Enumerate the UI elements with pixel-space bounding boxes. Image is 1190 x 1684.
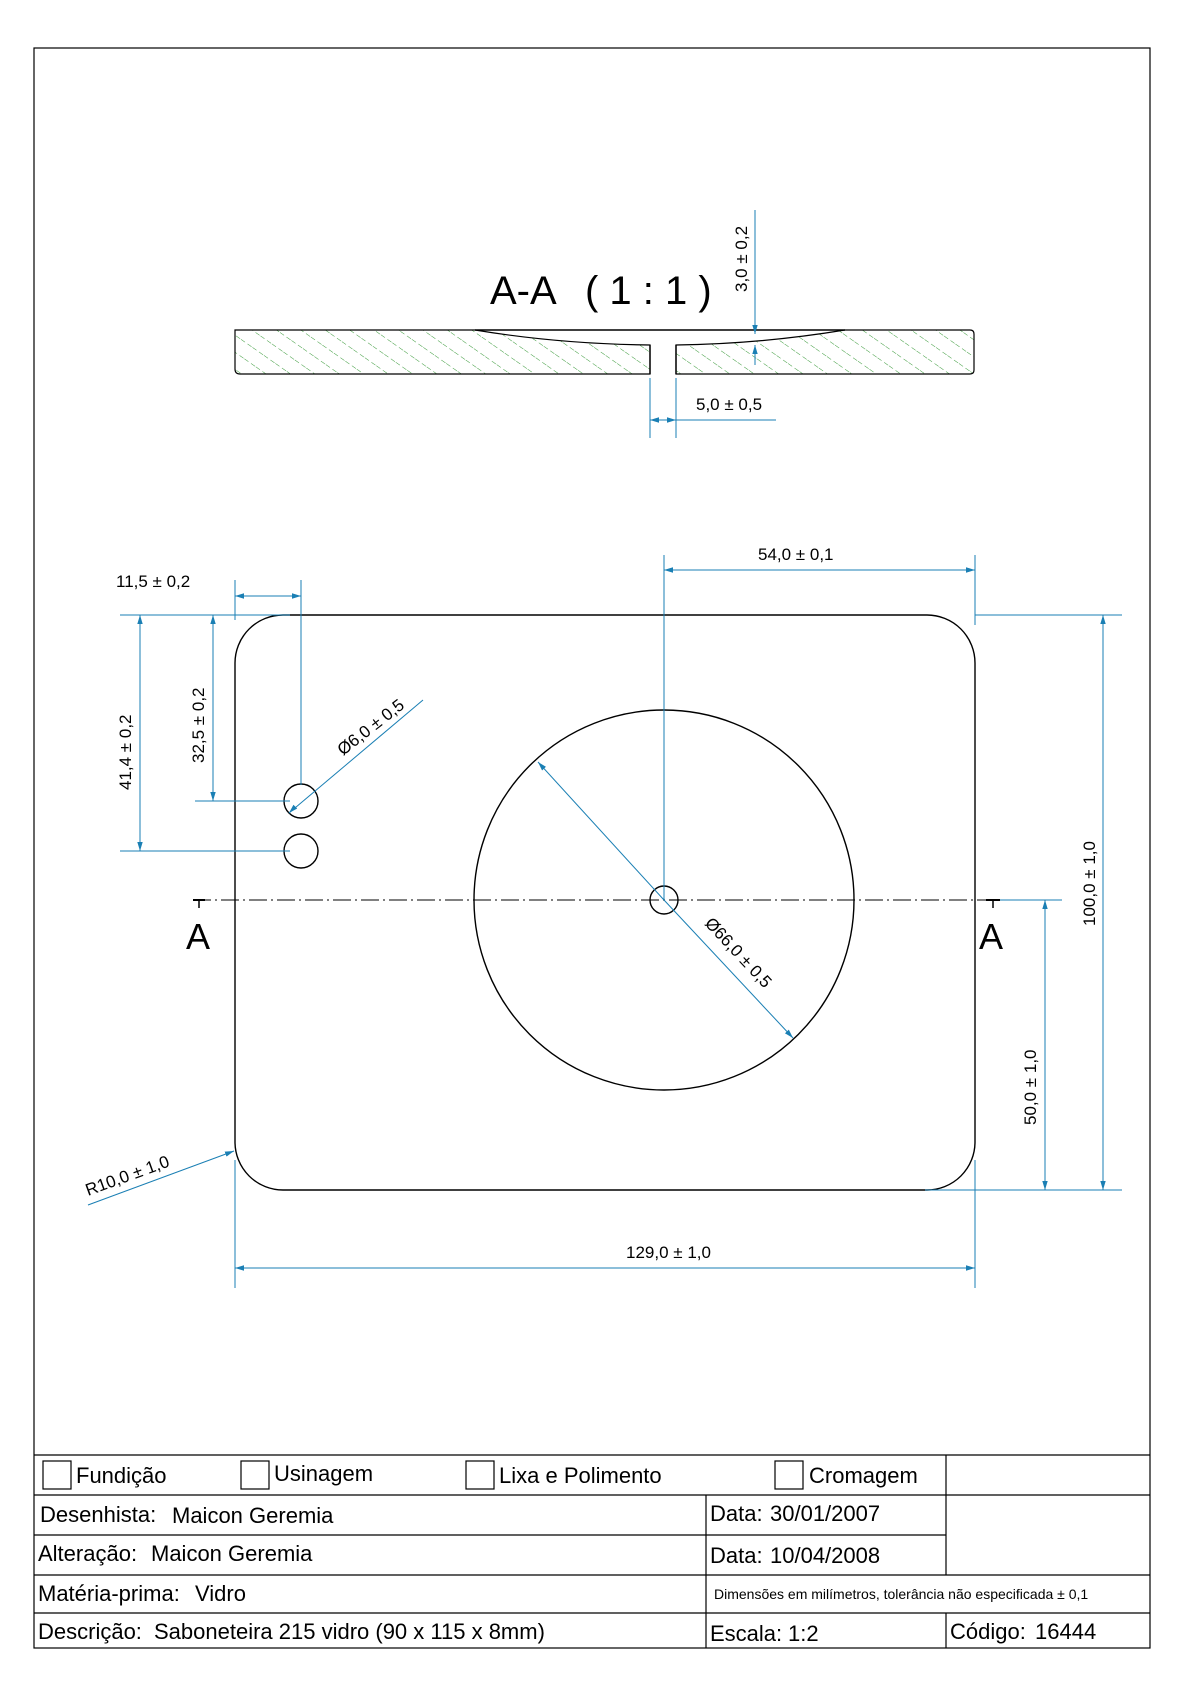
section-body-left (235, 330, 650, 374)
date1-value: 30/01/2007 (770, 1501, 881, 1526)
section-view (235, 210, 974, 438)
section-body-right (676, 330, 974, 374)
section-scale: ( 1 : 1 ) (585, 269, 712, 313)
scale-label: Escala: (710, 1621, 783, 1646)
code-label: Código: (950, 1619, 1026, 1644)
hole-dia-label: Ø6,0 ± 0,5 (333, 695, 408, 760)
process-usinagem-label: Usinagem (274, 1461, 374, 1486)
drawer-label: Desenhista: (40, 1502, 157, 1527)
section-mark-right: A (979, 916, 1004, 957)
description-label: Descrição: (38, 1619, 142, 1644)
hole-y2-label: 41,4 ± 0,2 (116, 714, 135, 790)
height-label: 100,0 ± 1,0 (1080, 841, 1099, 926)
tolerance-note: Dimensões em milímetros, tolerância não especificada ± 0,1 (714, 1586, 1089, 1602)
half-height-label: 50,0 ± 1,0 (1021, 1049, 1040, 1125)
process-cromagem-label: Cromagem (809, 1463, 918, 1488)
width-label: 129,0 ± 1,0 (626, 1243, 711, 1262)
process-lixa-label: Lixa e Polimento (499, 1463, 662, 1488)
hole-width-label: 5,0 ± 0,5 (696, 395, 763, 414)
change-label: Alteração: (38, 1541, 138, 1566)
plan-view (83, 545, 1122, 1288)
date1-label: Data: (710, 1501, 763, 1526)
checkbox-usinagem[interactable] (241, 1461, 269, 1489)
material-label: Matéria-prima: (38, 1581, 180, 1606)
date2-label: Data: (710, 1543, 763, 1568)
depth-dim-label: 3,0 ± 0,2 (732, 225, 751, 292)
hole-dia-leader (289, 700, 423, 813)
date2-value: 10/04/2008 (770, 1543, 881, 1568)
title-block (34, 1455, 1150, 1648)
recess-dia-label: Ø66,0 ± 0,5 (701, 913, 776, 992)
section-mark-left: A (186, 916, 211, 957)
checkbox-fundicao[interactable] (43, 1461, 71, 1489)
hole-dia-arrow (289, 812, 290, 813)
process-fundicao-label: Fundição (76, 1463, 167, 1488)
center-offset-label: 54,0 ± 0,1 (758, 545, 834, 564)
recess-dia-line-ul (538, 762, 664, 900)
material-value: Vidro (195, 1581, 246, 1606)
change-value: Maicon Geremia (151, 1541, 313, 1566)
plate-outline (235, 615, 975, 1190)
section-title: A-A (490, 269, 557, 313)
checkbox-cromagem[interactable] (775, 1461, 803, 1489)
hole-y1-label: 32,5 ± 0,2 (189, 687, 208, 763)
hole-x-label: 11,5 ± 0,2 (116, 572, 191, 591)
checkbox-lixa-polimento[interactable] (466, 1461, 494, 1489)
radius-label: R10,0 ± 1,0 (82, 1151, 172, 1200)
drawer-value: Maicon Geremia (172, 1503, 334, 1528)
description-value: Saboneteira 215 vidro (90 x 115 x 8mm) (154, 1619, 545, 1644)
recess-dia-line-lr (664, 900, 793, 1038)
scale-value: 1:2 (788, 1621, 819, 1646)
code-value: 16444 (1035, 1619, 1097, 1644)
